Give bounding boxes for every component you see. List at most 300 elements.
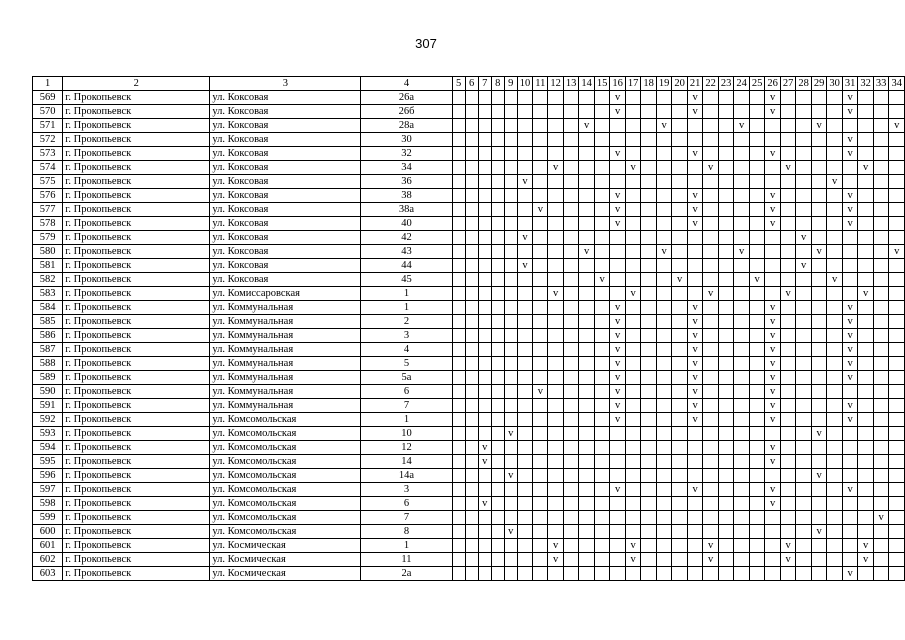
page-number: 307 [415, 36, 437, 51]
empty-cell [548, 147, 564, 161]
empty-cell [796, 91, 812, 105]
empty-cell [780, 203, 796, 217]
empty-cell [563, 413, 579, 427]
empty-cell [594, 217, 610, 231]
house-cell: 42 [361, 231, 452, 245]
check-mark: v [889, 119, 905, 133]
empty-cell [672, 315, 688, 329]
empty-cell [579, 175, 595, 189]
check-mark: v [765, 497, 781, 511]
street-cell: ул. Коксовая [210, 245, 361, 259]
empty-cell [579, 497, 595, 511]
empty-cell [734, 399, 750, 413]
check-mark: v [687, 147, 703, 161]
empty-cell [478, 161, 491, 175]
empty-cell [594, 91, 610, 105]
check-mark: v [765, 357, 781, 371]
empty-cell [858, 133, 874, 147]
empty-cell [734, 189, 750, 203]
empty-cell [811, 133, 827, 147]
empty-cell [858, 217, 874, 231]
empty-cell [827, 147, 843, 161]
table-row [33, 147, 905, 161]
header-col-24: 24 [734, 77, 750, 91]
empty-cell [873, 119, 889, 133]
empty-cell [641, 189, 657, 203]
empty-cell [491, 357, 504, 371]
check-mark: v [579, 119, 595, 133]
city-cell: г. Прокопьевск [63, 497, 210, 511]
check-mark: v [687, 91, 703, 105]
empty-cell [811, 413, 827, 427]
empty-cell [610, 469, 626, 483]
empty-cell [491, 553, 504, 567]
city-cell: г. Прокопьевск [63, 217, 210, 231]
schedule-table [32, 76, 905, 581]
empty-cell [491, 511, 504, 525]
empty-cell [579, 273, 595, 287]
table-row [33, 371, 905, 385]
empty-cell [656, 203, 672, 217]
empty-cell [672, 161, 688, 175]
empty-cell [517, 189, 533, 203]
empty-cell [656, 539, 672, 553]
empty-cell [811, 329, 827, 343]
empty-cell [873, 427, 889, 441]
check-mark: v [610, 217, 626, 231]
empty-cell [811, 511, 827, 525]
city-cell: г. Прокопьевск [63, 511, 210, 525]
check-mark: v [687, 217, 703, 231]
empty-cell [672, 539, 688, 553]
empty-cell [533, 231, 548, 245]
empty-cell [703, 525, 719, 539]
empty-cell [504, 455, 517, 469]
empty-cell [734, 385, 750, 399]
empty-cell [452, 315, 465, 329]
empty-cell [858, 399, 874, 413]
row-number: 583 [33, 287, 63, 301]
empty-cell [548, 231, 564, 245]
empty-cell [796, 399, 812, 413]
empty-cell [452, 245, 465, 259]
check-mark: v [765, 399, 781, 413]
row-number: 585 [33, 315, 63, 329]
empty-cell [517, 413, 533, 427]
empty-cell [765, 119, 781, 133]
empty-cell [641, 399, 657, 413]
empty-cell [533, 455, 548, 469]
empty-cell [641, 175, 657, 189]
empty-cell [491, 385, 504, 399]
empty-cell [491, 539, 504, 553]
empty-cell [478, 133, 491, 147]
empty-cell [780, 273, 796, 287]
empty-cell [504, 539, 517, 553]
empty-cell [858, 119, 874, 133]
empty-cell [579, 343, 595, 357]
empty-cell [827, 217, 843, 231]
empty-cell [533, 91, 548, 105]
empty-cell [548, 371, 564, 385]
empty-cell [504, 161, 517, 175]
empty-cell [478, 217, 491, 231]
header-col-17: 17 [625, 77, 641, 91]
empty-cell [873, 245, 889, 259]
empty-cell [718, 343, 734, 357]
empty-cell [734, 483, 750, 497]
empty-cell [765, 469, 781, 483]
empty-cell [796, 133, 812, 147]
empty-cell [465, 91, 478, 105]
empty-cell [594, 231, 610, 245]
empty-cell [734, 105, 750, 119]
empty-cell [452, 147, 465, 161]
empty-cell [703, 567, 719, 581]
empty-cell [491, 133, 504, 147]
empty-cell [734, 497, 750, 511]
empty-cell [641, 217, 657, 231]
empty-cell [504, 133, 517, 147]
empty-cell [765, 175, 781, 189]
empty-cell [734, 231, 750, 245]
empty-cell [594, 245, 610, 259]
empty-cell [749, 315, 765, 329]
check-mark: v [517, 259, 533, 273]
empty-cell [672, 147, 688, 161]
empty-cell [478, 483, 491, 497]
empty-cell [594, 287, 610, 301]
empty-cell [563, 287, 579, 301]
row-number: 572 [33, 133, 63, 147]
house-cell: 6 [361, 385, 452, 399]
check-mark: v [858, 539, 874, 553]
empty-cell [504, 259, 517, 273]
empty-cell [491, 469, 504, 483]
check-mark: v [656, 119, 672, 133]
empty-cell [491, 203, 504, 217]
empty-cell [811, 189, 827, 203]
empty-cell [491, 119, 504, 133]
house-cell: 40 [361, 217, 452, 231]
city-cell: г. Прокопьевск [63, 441, 210, 455]
empty-cell [548, 525, 564, 539]
empty-cell [452, 497, 465, 511]
empty-cell [504, 441, 517, 455]
empty-cell [465, 105, 478, 119]
empty-cell [734, 539, 750, 553]
empty-cell [873, 329, 889, 343]
city-cell: г. Прокопьевск [63, 469, 210, 483]
street-cell: ул. Коксовая [210, 217, 361, 231]
empty-cell [465, 259, 478, 273]
empty-cell [610, 567, 626, 581]
empty-cell [517, 119, 533, 133]
empty-cell [873, 217, 889, 231]
empty-cell [842, 469, 858, 483]
street-cell: ул. Коммунальная [210, 343, 361, 357]
header-col-7: 7 [478, 77, 491, 91]
empty-cell [594, 371, 610, 385]
house-cell: 32 [361, 147, 452, 161]
empty-cell [625, 525, 641, 539]
empty-cell [749, 525, 765, 539]
empty-cell [858, 231, 874, 245]
house-cell: 26б [361, 105, 452, 119]
empty-cell [579, 287, 595, 301]
empty-cell [765, 161, 781, 175]
city-cell: г. Прокопьевск [63, 175, 210, 189]
empty-cell [548, 189, 564, 203]
empty-cell [563, 231, 579, 245]
empty-cell [873, 91, 889, 105]
empty-cell [780, 399, 796, 413]
city-cell: г. Прокопьевск [63, 287, 210, 301]
empty-cell [749, 105, 765, 119]
house-cell: 3 [361, 329, 452, 343]
empty-cell [827, 469, 843, 483]
check-mark: v [687, 399, 703, 413]
empty-cell [765, 525, 781, 539]
empty-cell [465, 203, 478, 217]
check-mark: v [504, 525, 517, 539]
empty-cell [594, 483, 610, 497]
city-cell: г. Прокопьевск [63, 483, 210, 497]
empty-cell [465, 567, 478, 581]
empty-cell [594, 427, 610, 441]
empty-cell [749, 119, 765, 133]
empty-cell [842, 497, 858, 511]
empty-cell [579, 539, 595, 553]
empty-cell [718, 133, 734, 147]
empty-cell [889, 273, 905, 287]
empty-cell [749, 245, 765, 259]
empty-cell [465, 343, 478, 357]
empty-cell [641, 273, 657, 287]
empty-cell [610, 525, 626, 539]
empty-cell [889, 413, 905, 427]
empty-cell [563, 91, 579, 105]
empty-cell [533, 497, 548, 511]
empty-cell [873, 371, 889, 385]
empty-cell [703, 133, 719, 147]
empty-cell [625, 441, 641, 455]
empty-cell [548, 133, 564, 147]
table-row [33, 567, 905, 581]
check-mark: v [610, 357, 626, 371]
empty-cell [873, 315, 889, 329]
check-mark: v [548, 161, 564, 175]
empty-cell [491, 147, 504, 161]
empty-cell [811, 385, 827, 399]
empty-cell [579, 301, 595, 315]
table-row [33, 413, 905, 427]
empty-cell [796, 525, 812, 539]
empty-cell [687, 567, 703, 581]
empty-cell [858, 203, 874, 217]
check-mark: v [827, 273, 843, 287]
empty-cell [780, 455, 796, 469]
empty-cell [765, 245, 781, 259]
empty-cell [703, 217, 719, 231]
empty-cell [718, 91, 734, 105]
city-cell: г. Прокопьевск [63, 427, 210, 441]
empty-cell [478, 147, 491, 161]
empty-cell [687, 231, 703, 245]
header-col-4: 4 [361, 77, 452, 91]
check-mark: v [842, 217, 858, 231]
check-mark: v [687, 413, 703, 427]
empty-cell [827, 105, 843, 119]
check-mark: v [625, 287, 641, 301]
empty-cell [548, 343, 564, 357]
empty-cell [796, 315, 812, 329]
empty-cell [656, 329, 672, 343]
empty-cell [563, 553, 579, 567]
check-mark: v [765, 315, 781, 329]
empty-cell [504, 315, 517, 329]
empty-cell [452, 175, 465, 189]
empty-cell [765, 427, 781, 441]
empty-cell [734, 413, 750, 427]
row-number: 575 [33, 175, 63, 189]
empty-cell [811, 441, 827, 455]
empty-cell [827, 525, 843, 539]
empty-cell [579, 203, 595, 217]
empty-cell [478, 511, 491, 525]
empty-cell [765, 511, 781, 525]
empty-cell [656, 483, 672, 497]
empty-cell [749, 175, 765, 189]
empty-cell [491, 441, 504, 455]
empty-cell [889, 539, 905, 553]
city-cell: г. Прокопьевск [63, 525, 210, 539]
empty-cell [517, 329, 533, 343]
empty-cell [889, 441, 905, 455]
check-mark: v [579, 245, 595, 259]
empty-cell [641, 385, 657, 399]
empty-cell [780, 343, 796, 357]
empty-cell [548, 427, 564, 441]
empty-cell [504, 385, 517, 399]
empty-cell [625, 301, 641, 315]
empty-cell [749, 567, 765, 581]
empty-cell [796, 273, 812, 287]
empty-cell [594, 301, 610, 315]
header-col-16: 16 [610, 77, 626, 91]
empty-cell [749, 469, 765, 483]
empty-cell [796, 357, 812, 371]
empty-cell [811, 287, 827, 301]
empty-cell [703, 91, 719, 105]
check-mark: v [842, 357, 858, 371]
empty-cell [811, 357, 827, 371]
check-mark: v [610, 189, 626, 203]
empty-cell [796, 553, 812, 567]
empty-cell [625, 399, 641, 413]
empty-cell [889, 217, 905, 231]
empty-cell [718, 231, 734, 245]
empty-cell [641, 497, 657, 511]
empty-cell [478, 259, 491, 273]
empty-cell [873, 567, 889, 581]
empty-cell [749, 287, 765, 301]
empty-cell [478, 273, 491, 287]
empty-cell [478, 413, 491, 427]
empty-cell [594, 357, 610, 371]
house-cell: 3 [361, 483, 452, 497]
empty-cell [504, 357, 517, 371]
check-mark: v [842, 105, 858, 119]
table-row [33, 357, 905, 371]
empty-cell [780, 483, 796, 497]
table-row [33, 427, 905, 441]
empty-cell [889, 455, 905, 469]
empty-cell [796, 119, 812, 133]
empty-cell [672, 371, 688, 385]
empty-cell [672, 133, 688, 147]
empty-cell [873, 133, 889, 147]
empty-cell [563, 469, 579, 483]
empty-cell [517, 315, 533, 329]
empty-cell [610, 287, 626, 301]
empty-cell [517, 357, 533, 371]
table-row [33, 217, 905, 231]
empty-cell [780, 147, 796, 161]
empty-cell [517, 287, 533, 301]
table-row [33, 329, 905, 343]
empty-cell [811, 105, 827, 119]
check-mark: v [610, 105, 626, 119]
empty-cell [656, 567, 672, 581]
city-cell: г. Прокопьевск [63, 203, 210, 217]
empty-cell [641, 203, 657, 217]
empty-cell [889, 567, 905, 581]
empty-cell [780, 217, 796, 231]
empty-cell [858, 357, 874, 371]
row-number: 596 [33, 469, 63, 483]
empty-cell [703, 203, 719, 217]
header-col-22: 22 [703, 77, 719, 91]
empty-cell [579, 357, 595, 371]
empty-cell [491, 105, 504, 119]
header-col-20: 20 [672, 77, 688, 91]
empty-cell [780, 525, 796, 539]
empty-cell [687, 553, 703, 567]
empty-cell [858, 483, 874, 497]
street-cell: ул. Космическая [210, 539, 361, 553]
check-mark: v [842, 301, 858, 315]
empty-cell [811, 371, 827, 385]
empty-cell [504, 553, 517, 567]
empty-cell [796, 287, 812, 301]
empty-cell [672, 91, 688, 105]
empty-cell [672, 441, 688, 455]
empty-cell [625, 497, 641, 511]
empty-cell [478, 399, 491, 413]
street-cell: ул. Комсомольская [210, 511, 361, 525]
house-cell: 12 [361, 441, 452, 455]
empty-cell [641, 525, 657, 539]
empty-cell [703, 231, 719, 245]
street-cell: ул. Коммунальная [210, 315, 361, 329]
empty-cell [703, 385, 719, 399]
empty-cell [873, 287, 889, 301]
empty-cell [780, 371, 796, 385]
check-mark: v [610, 371, 626, 385]
empty-cell [889, 525, 905, 539]
empty-cell [478, 539, 491, 553]
